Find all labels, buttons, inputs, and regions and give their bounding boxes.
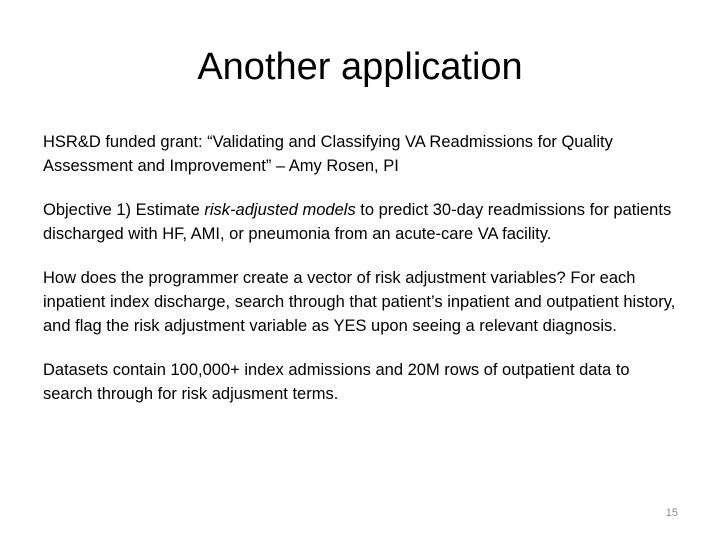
objective-text-start: Objective 1) Estimate (43, 201, 205, 219)
objective-text-end: to predict 30-day readmissions for patients discharged with HF, AMI, or pneumonia from an acute-care VA facility. (43, 201, 672, 243)
paragraph-grant: HSR&D funded grant: “Validating and Classifying VA Readmissions for Quality Assessment and Improvement” – Amy Rosen, PI (43, 133, 613, 175)
slide-title: Another application (197, 46, 523, 88)
slide-body (43, 130, 683, 426)
page-number: 15 (665, 507, 678, 519)
paragraph-objective (43, 198, 683, 246)
objective-italic-term: risk-adjusted models (204, 201, 356, 219)
paragraph-method: How does the programmer create a vector of risk adjustment variables? For each inpatient index discharge, search through that patient’s inpatient and outpatient history, and flag the risk adjustment variable as YES upon seeing a relevant diagnosis. (43, 269, 676, 335)
paragraph-datasets: Datasets contain 100,000+ index admissions and 20M rows of outpatient data to search through for risk adjusment terms. (43, 361, 630, 403)
